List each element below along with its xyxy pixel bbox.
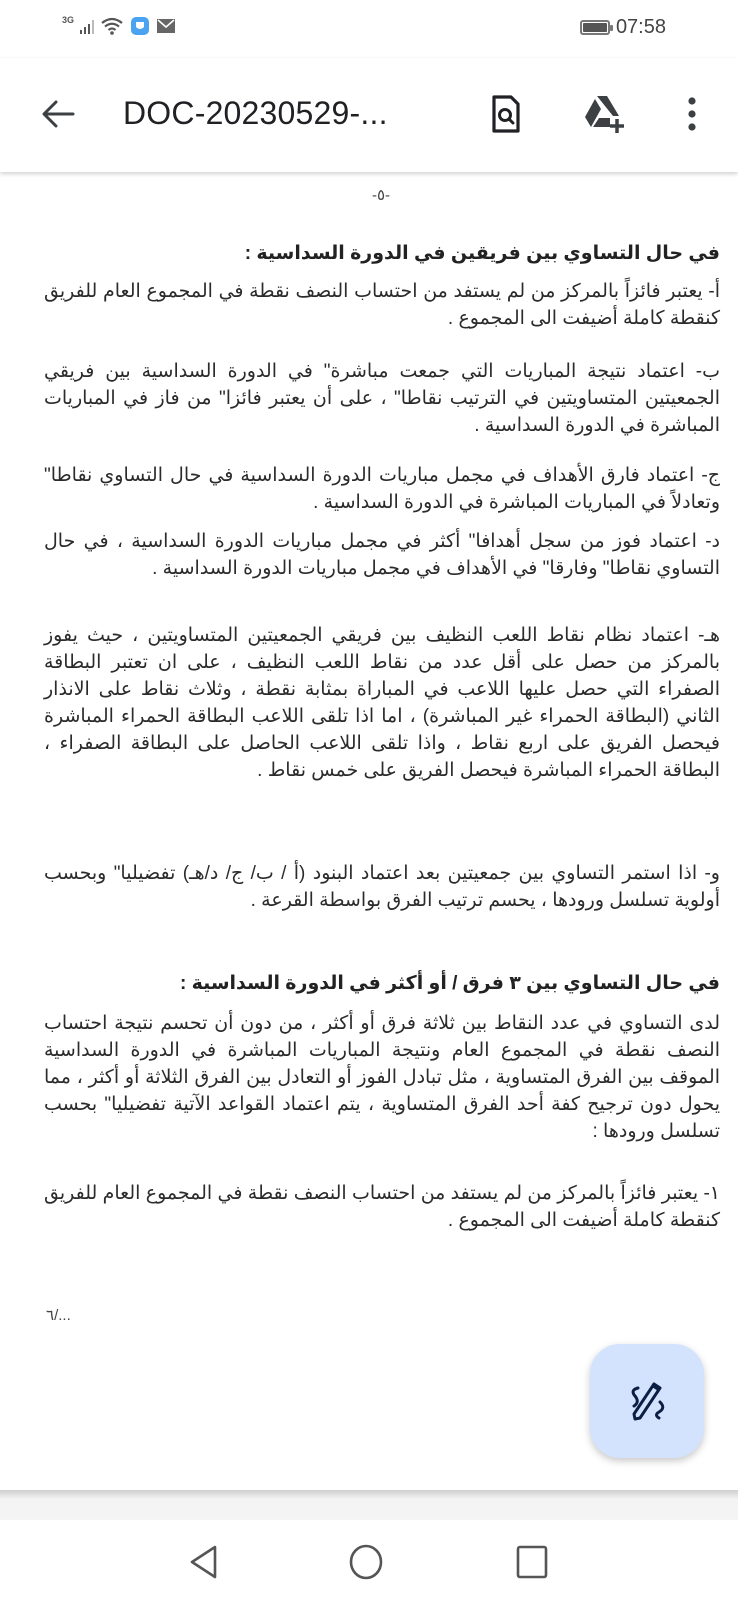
item-label: هـ- — [698, 625, 720, 646]
list-item — [44, 1180, 720, 1234]
status-bar — [0, 0, 738, 58]
page-number: -٥- — [371, 187, 391, 204]
signal-icon — [80, 18, 94, 34]
edit-pen-squiggle-icon — [626, 1380, 668, 1422]
item-label: ج- — [701, 465, 720, 486]
more-options-button[interactable] — [670, 92, 714, 136]
app-bar — [0, 58, 738, 172]
add-to-drive-icon — [583, 94, 625, 134]
list-item — [44, 278, 720, 332]
edit-fab-button[interactable] — [590, 1344, 704, 1458]
item-label: د- — [705, 531, 721, 552]
page-footer: ٦/... — [46, 1307, 71, 1324]
item-text: اعتماد فارق الأهداف في مجمل مباريات الدورة السداسية في حال التساوي نقاطا" وتعادلاً في المباريات المباشرة في الدورة السداسية . — [44, 465, 720, 513]
document-bottom-shadow — [0, 1490, 738, 1520]
list-item — [44, 622, 720, 784]
item-text: اعتماد فوز من سجل أهدافا" أكثر في مجمل مباريات الدورة السداسية ، في حال التساوي نقاطا" وفارقا" في الأهداف في مجمل مباريات الدورة السداسية . — [44, 531, 720, 579]
more-vert-icon — [686, 96, 698, 132]
network-type: 3G — [62, 15, 75, 25]
list-item — [44, 528, 720, 582]
list-item — [44, 462, 720, 516]
shield-app-icon — [130, 16, 150, 36]
item-text: اعتماد نظام نقاط اللعب النظيف بين فريقي الجمعيتين المتساويتين ، حيث يفوز بالمركز من حصل على أقل عدد من نقاط اللعب النظيف ، على ان تعتبر البطاقة الصفراء التي حصل عليها اللاعب في المباراة بمثابة نقطة ، وثلاث نقاط على الانذار الثاني (البطاقة الحمراء غير المباشرة) ، اما اذا تلقى اللاعب البطاقة الحمراء المباشرة فيحصل الفريق على اربع نقاط ، واذا تلقى اللاعب الحاصل على البطاقة الصفراء ، البطاقة الحمراء المباشرة فيحصل الفريق على خمس نقاط . — [44, 625, 720, 781]
mail-icon — [156, 18, 176, 34]
document-page — [38, 172, 724, 1490]
document-title: DOC-20230529-... — [123, 95, 388, 131]
clock: 07:58 — [615, 16, 666, 38]
item-label: ١- — [703, 1183, 720, 1204]
item-label: و- — [704, 863, 720, 884]
wifi-icon — [100, 16, 124, 36]
find-in-document-button[interactable] — [484, 92, 528, 136]
nav-recents-icon — [516, 1545, 548, 1579]
document-viewer[interactable] — [0, 172, 738, 1490]
system-navigation-bar — [0, 1520, 738, 1600]
item-text: اعتماد نتيجة المباريات التي جمعت مباشرة" في الدورة السداسية بين فريقي الجمعيتين المتساويتين في الترتيب نقاطا" ، على أن يعتبر فائزا" من فاز في المباريات المباشرة في الدورة السداسية . — [44, 361, 720, 436]
nav-home-icon — [348, 1544, 384, 1580]
item-text: يعتبر فائزاً بالمركز من لم يستفد من احتساب النصف نقطة في المجموع العام للفريق كنقطة كاملة أضيفت الى المجموع . — [44, 1183, 720, 1231]
section-intro: لدى التساوي في عدد النقاط بين ثلاثة فرق أو أكثر ، من دون أن تحسم نتيجة احتساب النصف نقطة في المجموع العام ونتيجة المباريات المباشرة في الدورة السداسية الموقف بين الفرق المتساوية ، مثل تبادل الفوز أو التعادل بين الفرق الثلاثة أو أكثر ، مما يحول دون ترجيح كفة أحد الفرق المتساوية ، يتم اعتماد القواعد الآتية تفضيليا" بحسب تسلسل ورودها : — [44, 1013, 720, 1142]
item-text: اذا استمر التساوي بين جمعيتين بعد اعتماد البنود (أ / ب/ ج/ د/هـ) تفضيليا" وبحسب أولوية تسلسل ورودها ، يحسم ترتيب الفرق بواسطة القرعة . — [44, 863, 720, 911]
nav-back-button[interactable] — [184, 1542, 224, 1582]
item-label: ب- — [695, 361, 720, 382]
list-item — [44, 358, 720, 439]
nav-home-button[interactable] — [346, 1542, 386, 1582]
nav-back-icon — [188, 1544, 220, 1580]
battery-icon — [580, 20, 610, 35]
arrow-left-icon — [41, 99, 75, 129]
section-heading: في حال التساوي بين ٣ فرق / أو أكثر في الدورة السداسية : — [179, 973, 720, 994]
item-text: يعتبر فائزاً بالمركز من لم يستفد من احتساب النصف نقطة في المجموع العام للفريق كنقطة كاملة أضيفت الى المجموع . — [44, 281, 720, 329]
section-heading: في حال التساوي بين فريقين في الدورة السداسية : — [244, 243, 720, 264]
add-to-drive-button[interactable] — [582, 92, 626, 136]
item-label: أ- — [708, 281, 720, 302]
status-icons-left — [62, 16, 176, 36]
list-item — [44, 860, 720, 914]
status-icons-right — [580, 16, 666, 39]
nav-recents-button[interactable] — [512, 1542, 552, 1582]
back-button[interactable] — [38, 94, 78, 134]
find-in-document-icon — [491, 94, 521, 134]
